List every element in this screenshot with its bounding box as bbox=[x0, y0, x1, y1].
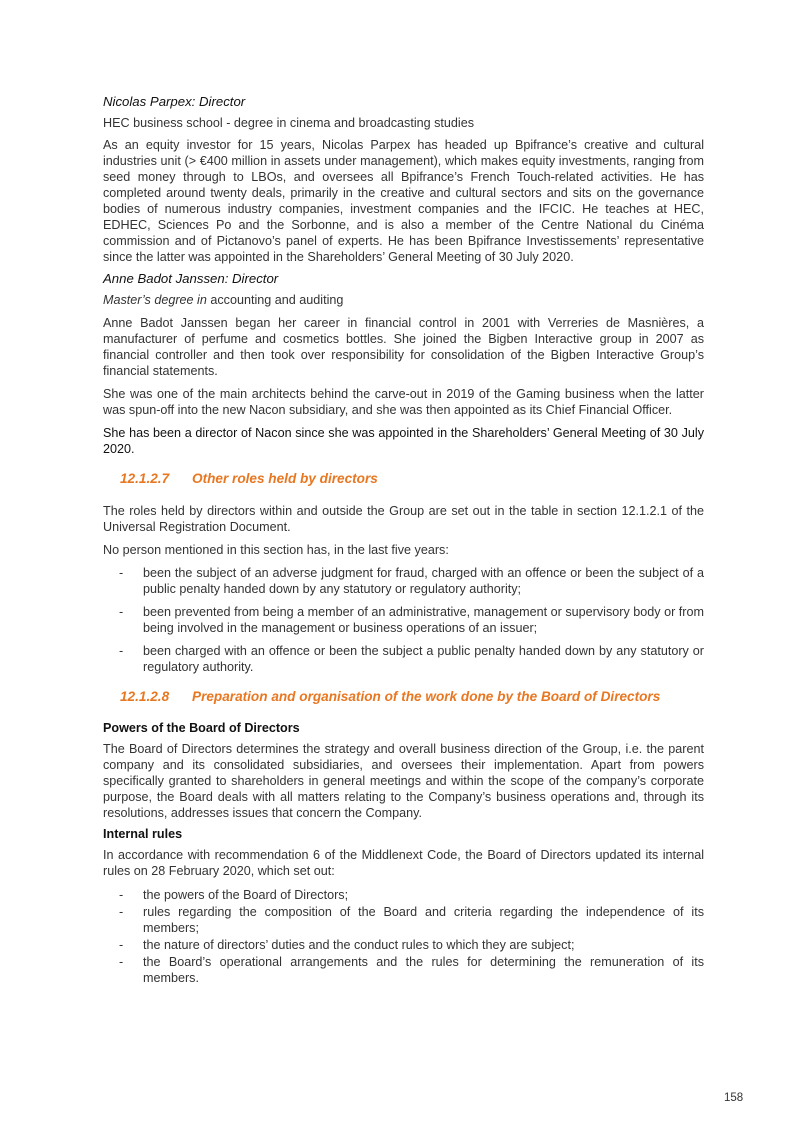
director-bio: She was one of the main architects behind the carve-out in 2019 of the Gaming business when the latter was spun-off into the new Nacon subsidiary, and she was then appointed as its Chief Financial Officer. bbox=[103, 387, 704, 417]
page-content bbox=[103, 94, 704, 987]
section-lead: No person mentioned in this section has, in the last five years: bbox=[103, 543, 449, 557]
list-item: - been prevented from being a member of an administrative, management or supervisory body or from being involved in the management or business operations of an issuer; bbox=[103, 604, 704, 636]
director-education bbox=[103, 292, 704, 308]
director-education: HEC business school - degree in cinema and broadcasting studies bbox=[103, 116, 475, 130]
director-bio: As an equity investor for 15 years, Nicolas Parpex has headed up Bpifrance’s creative and cultural industries unit (> €400 million in assets under management), which makes equity investments, ranging from seed money through to LBOs, and oversees all Bpifrance’s French Touch-related activities. He has completed around twenty deals, primarily in the creative and cultural sectors and sits on the governance bodies of numerous industry companies, investment companies and the IFCIC. He teaches at HEC, EDHEC, Sciences Po and the Sorbonne, and is also a member of the Centre National du Cinéma commission and of Pictanovo’s panel of experts. He has been Bpifrance Investissements’ representative since the latter was appointed in the Shareholders’ General Meeting of 30 July 2020. bbox=[103, 138, 704, 264]
list-item: - rules regarding the composition of the Board and criteria regarding the independence of its members; bbox=[103, 904, 704, 936]
director-bio: Anne Badot Janssen began her career in financial control in 2001 with Verreries de Masnières, a manufacturer of perfume and cosmetics bottles. She joined the Bigben Interactive group in 2007 as financial controller and then took over responsibility for consolidation of the Bigben Interactive Group’s financial statements. bbox=[103, 316, 704, 378]
list-item: - the nature of directors’ duties and the conduct rules to which they are subject; bbox=[103, 937, 704, 953]
section-number: 12.1.2.7 bbox=[120, 471, 170, 486]
section-heading-other-roles bbox=[120, 471, 704, 486]
section-title: Preparation and organisation of the work done by the Board of Directors bbox=[192, 689, 661, 704]
education-field: accounting and auditing bbox=[206, 293, 344, 307]
powers-heading: Powers of the Board of Directors bbox=[103, 721, 300, 735]
list-item: - the Board’s operational arrangements and the rules for determining the remuneration of its members. bbox=[103, 954, 704, 986]
rules-heading: Internal rules bbox=[103, 827, 183, 841]
section-title: Other roles held by directors bbox=[192, 471, 378, 486]
section-intro: The roles held by directors within and outside the Group are set out in the table in section 12.1.2.1 of the Universal Registration Document. bbox=[103, 504, 704, 534]
rules-paragraph: In accordance with recommendation 6 of the Middlenext Code, the Board of Directors updated its internal rules on 28 February 2020, which set out: bbox=[103, 848, 704, 878]
list-item: - been charged with an offence or been the subject a public penalty handed down by any statutory or regulatory authority. bbox=[103, 643, 704, 675]
rules-list bbox=[103, 887, 704, 986]
director-bio: She has been a director of Nacon since she was appointed in the Shareholders’ General Meeting of 30 July 2020. bbox=[103, 426, 704, 456]
director-heading: Nicolas Parpex: Director bbox=[103, 94, 246, 109]
list-item: - been the subject of an adverse judgment for fraud, charged with an offence or been the subject of a public penalty handed down by any statutory or regulatory authority; bbox=[103, 565, 704, 597]
declarations-list bbox=[103, 565, 704, 675]
section-number: 12.1.2.8 bbox=[120, 689, 170, 704]
section-heading-board-work bbox=[120, 689, 704, 704]
page-number: 158 bbox=[724, 1092, 744, 1104]
list-item: - the powers of the Board of Directors; bbox=[103, 887, 704, 903]
director-heading: Anne Badot Janssen: Director bbox=[103, 271, 279, 286]
education-degree: Master’s degree in bbox=[103, 293, 207, 307]
powers-paragraph: The Board of Directors determines the strategy and overall business direction of the Group, i.e. the parent company and its consolidated subsidiaries, and oversees their implementation. Apart from powers specifically granted to shareholders in general meetings and within the scope of the company’s corporate purpose, the Board deals with all matters relating to the Company’s business operations and, through its resolutions, addresses issues that concern the Company. bbox=[103, 742, 704, 820]
